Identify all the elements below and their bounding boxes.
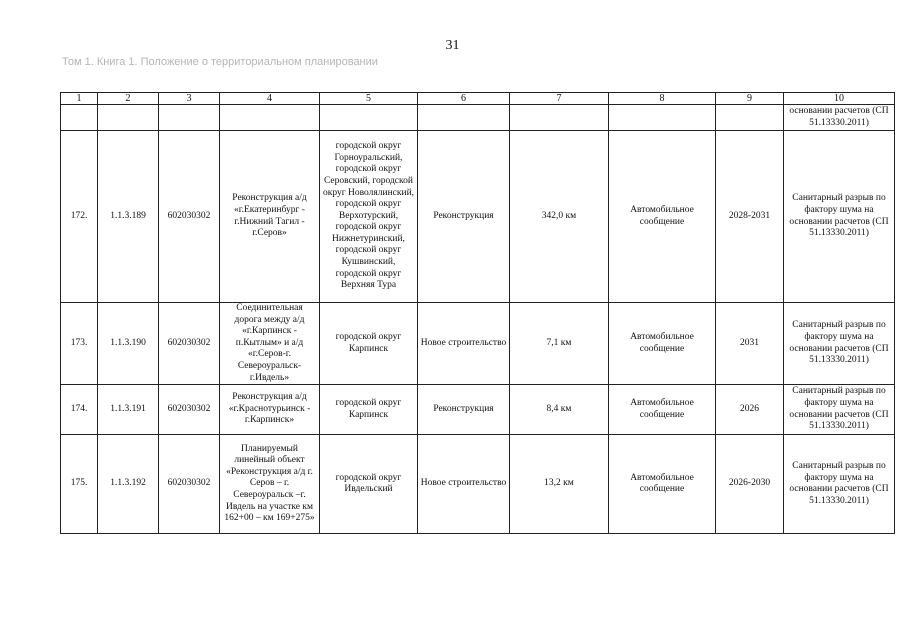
length-cell: 13,2 км (510, 435, 609, 534)
zone-cell: Санитарный разрыв по фактору шума на основании расчетов (СП 51.13330.2011) (784, 435, 895, 534)
column-number: 2 (98, 93, 159, 105)
column-number: 9 (716, 93, 784, 105)
purpose-cell: Автомобильное сообщение (609, 131, 716, 303)
work-type-cell: Реконструкция (418, 385, 510, 435)
length-cell: 8,4 км (510, 385, 609, 435)
column-number: 1 (61, 93, 98, 105)
column-number: 6 (418, 93, 510, 105)
empty-cell (510, 105, 609, 131)
column-number: 5 (320, 93, 418, 105)
empty-cell (609, 105, 716, 131)
location-cell: городской округ Горноуральский, городской округ Серовский, городской округ Новолялинский, городской округ Верхотурский, городской округ Нижнетуринский, городской округ Кушвинский, городской округ Верхняя Тура (320, 131, 418, 303)
empty-cell (418, 105, 510, 131)
location-cell: городской округ Ивдельский (320, 435, 418, 534)
empty-cell (61, 105, 98, 131)
row-number-cell: 174. (61, 385, 98, 435)
code-cell: 1.1.3.190 (98, 303, 159, 385)
oktmo-cell: 602030302 (159, 385, 220, 435)
years-cell: 2031 (716, 303, 784, 385)
oktmo-cell: 602030302 (159, 131, 220, 303)
work-type-cell: Новое строительство (418, 303, 510, 385)
empty-cell (98, 105, 159, 131)
object-name-cell: Реконструкция а/д «г.Екатеринбург - г.Нижний Тагил - г.Серов» (220, 131, 320, 303)
column-number: 4 (220, 93, 320, 105)
table-row (61, 131, 895, 303)
work-type-cell: Новое строительство (418, 435, 510, 534)
page-number: 31 (445, 38, 460, 53)
object-name-cell: Соединительная дорога между а/д «г.Карпинск - п.Кытлым» и а/д «г.Серов-г. Североуральск- г.Ивдель» (220, 303, 320, 385)
code-cell: 1.1.3.191 (98, 385, 159, 435)
code-cell: 1.1.3.189 (98, 131, 159, 303)
years-cell: 2028-2031 (716, 131, 784, 303)
code-cell: 1.1.3.192 (98, 435, 159, 534)
object-name-cell: Реконструкция а/д «г.Краснотурьинск - г.Карпинск» (220, 385, 320, 435)
location-cell: городской округ Карпинск (320, 385, 418, 435)
empty-cell (220, 105, 320, 131)
work-type-cell: Реконструкция (418, 131, 510, 303)
purpose-cell: Автомобильное сообщение (609, 385, 716, 435)
table-row (61, 303, 895, 385)
oktmo-cell: 602030302 (159, 303, 220, 385)
length-cell: 342,0 км (510, 131, 609, 303)
purpose-cell: Автомобильное сообщение (609, 435, 716, 534)
years-cell: 2026-2030 (716, 435, 784, 534)
empty-cell (159, 105, 220, 131)
column-number: 7 (510, 93, 609, 105)
row-number-cell: 172. (61, 131, 98, 303)
empty-cell (320, 105, 418, 131)
column-number: 8 (609, 93, 716, 105)
continuation-row (61, 105, 895, 131)
purpose-cell: Автомобильное сообщение (609, 303, 716, 385)
zone-cell: Санитарный разрыв по фактору шума на основании расчетов (СП 51.13330.2011) (784, 385, 895, 435)
column-number-row (61, 93, 895, 105)
column-number: 10 (784, 93, 895, 105)
table-row (61, 385, 895, 435)
empty-cell (716, 105, 784, 131)
years-cell: 2026 (716, 385, 784, 435)
table-row (61, 435, 895, 534)
zone-cell: основании расчетов (СП 51.13330.2011) (784, 105, 895, 131)
column-number: 3 (159, 93, 220, 105)
length-cell: 7,1 км (510, 303, 609, 385)
zone-cell: Санитарный разрыв по фактору шума на основании расчетов (СП 51.13330.2011) (784, 131, 895, 303)
object-name-cell: Планируемый линейный объект «Реконструкция а/д г. Серов – г. Североуральск –г. Ивдель на участке км 162+00 – км 169+275» (220, 435, 320, 534)
row-number-cell: 175. (61, 435, 98, 534)
objects-table (60, 92, 895, 534)
zone-cell: Санитарный разрыв по фактору шума на основании расчетов (СП 51.13330.2011) (784, 303, 895, 385)
oktmo-cell: 602030302 (159, 435, 220, 534)
document-header: Том 1. Книга 1. Положение о территориальном планировании (62, 56, 378, 68)
row-number-cell: 173. (61, 303, 98, 385)
location-cell: городской округ Карпинск (320, 303, 418, 385)
